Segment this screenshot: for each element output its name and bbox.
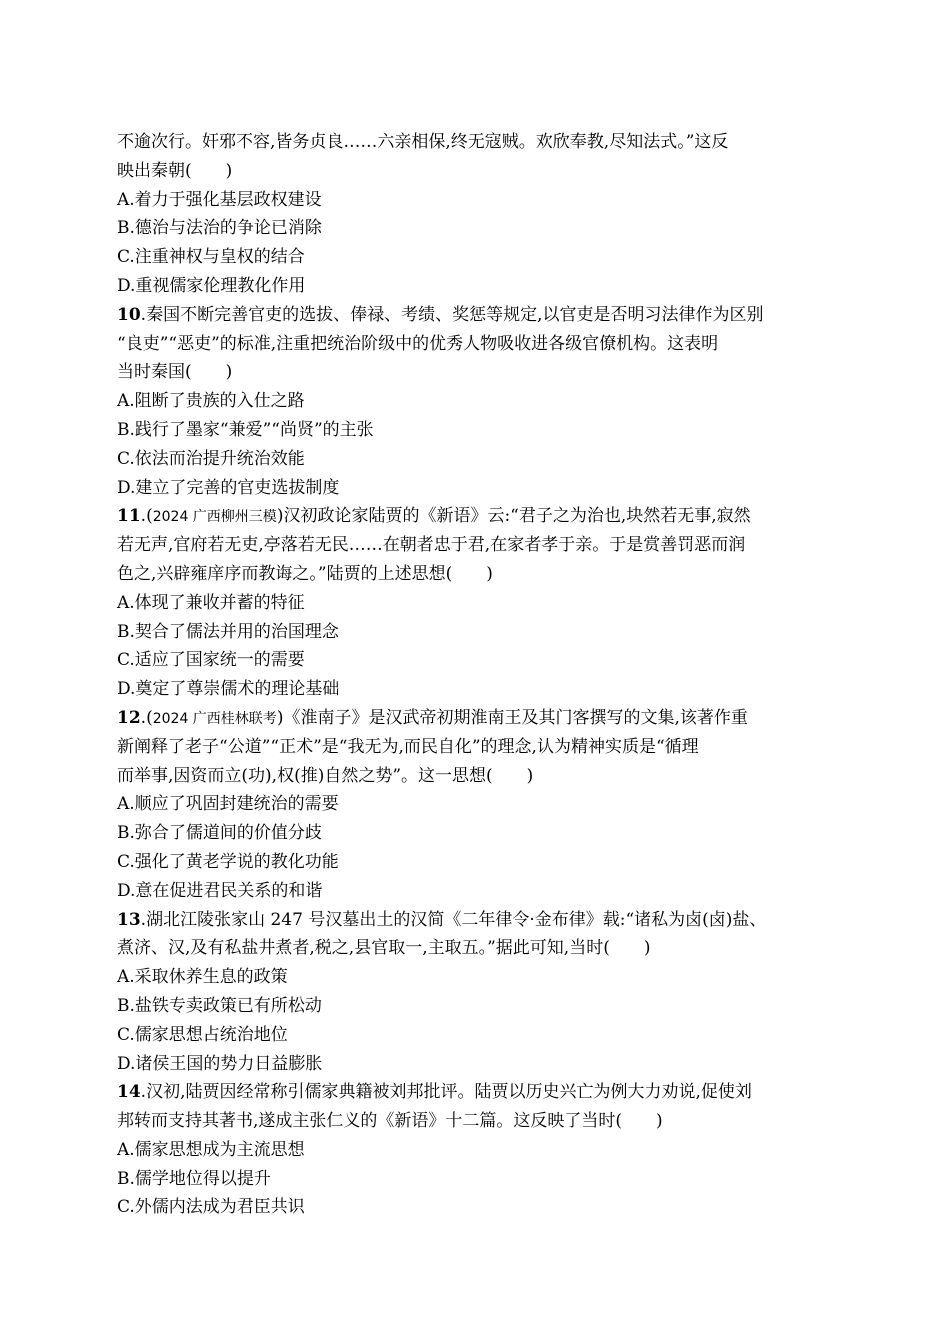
option-d: D.重视儒家伦理教化作用 [117, 275, 306, 296]
question-source: 2024 广西柳州三模 [152, 509, 277, 526]
option-a: A.儒家思想成为主流思想 [117, 1139, 305, 1160]
question-stem-line: “良吏”“恶吏”的标准,注重把统治阶级中的优秀人物吸收进各级官僚机构。这表明 [117, 333, 719, 354]
option-a: A.着力于强化基层政权建设 [117, 189, 322, 210]
question-9 [117, 128, 837, 301]
option-c: C.适应了国家统一的需要 [117, 650, 305, 671]
option-d: D.意在促进君民关系的和谐 [117, 880, 323, 901]
question-stem-line [117, 906, 837, 935]
question-number: 14 [117, 1082, 141, 1103]
question-stem-line: 邦转而支持其著书,遂成主张仁义的《新语》十二篇。这反映了当时( ) [117, 1111, 663, 1132]
option-b: B.儒学地位得以提升 [117, 1168, 271, 1189]
question-number: 11 [117, 506, 141, 527]
option-b: B.弥合了儒道间的价值分歧 [117, 823, 322, 844]
question-stem-text: )汉初政论家陆贾的《新语》云:“君子之为治也,块然若无事,寂然 [276, 506, 751, 527]
question-number: 13 [117, 909, 141, 930]
question-stem-text: .( [140, 506, 153, 527]
question-stem-line: 而举事,因资而立(功),权(推)自然之势”。这一思想( ) [117, 765, 534, 786]
option-b: B.盐铁专卖政策已有所松动 [117, 995, 322, 1016]
option-a: A.体现了兼收并蓄的特征 [117, 592, 305, 613]
option-c: C.注重神权与皇权的结合 [117, 247, 305, 268]
question-stem-line: 不逾次行。奸邪不容,皆务贞良……六亲相保,终无寇贼。欢欣奉教,尽知法式。”这反 [117, 132, 729, 152]
option-c: C.依法而治提升统治效能 [117, 448, 305, 469]
option-c: C.强化了黄老学说的教化功能 [117, 851, 339, 872]
question-stem-text: .汉初,陆贾因经常称引儒家典籍被刘邦批评。陆贾以历史兴亡为例大力劝说,促使刘 [140, 1082, 752, 1103]
question-stem-line: 色之,兴辟雍庠序而教诲之。”陆贾的上述思想( ) [117, 563, 493, 584]
option-c: C.外儒内法成为君臣共识 [117, 1197, 305, 1218]
option-b: B.德治与法治的争论已消除 [117, 218, 322, 239]
question-stem-line [117, 704, 837, 733]
option-c: C.儒家思想占统治地位 [117, 1024, 288, 1045]
option-b: B.践行了墨家“兼爱”“尚贤”的主张 [117, 419, 374, 440]
question-stem-text: )《淮南子》是汉武帝初期淮南王及其门客撰写的文集,该著作重 [276, 707, 748, 728]
question-13 [117, 906, 837, 1079]
question-stem-line: 映出秦朝( ) [117, 160, 233, 181]
question-stem-line: 若无声,官府若无吏,亭落若无民……在朝者忠于君,在家者孝于亲。于是赏善罚恶而润 [117, 535, 746, 556]
question-number: 10 [117, 304, 141, 325]
question-page [117, 128, 837, 1222]
question-14 [117, 1078, 837, 1222]
question-stem-text: .湖北江陵张家山 247 号汉墓出土的汉简《二年律令·金布律》载:“诸私为卤(卤)盐、 [140, 909, 767, 930]
question-stem-text: .( [140, 707, 153, 728]
question-12 [117, 704, 837, 906]
option-a: A.采取休养生息的政策 [117, 967, 288, 988]
question-10 [117, 301, 837, 503]
option-b: B.契合了儒法并用的治国理念 [117, 621, 339, 642]
question-number: 12 [117, 707, 141, 728]
option-d: D.诸侯王国的势力日益膨胀 [117, 1053, 323, 1074]
option-d: D.建立了完善的官吏选拔制度 [117, 477, 340, 498]
option-d: D.奠定了尊崇儒术的理论基础 [117, 679, 340, 700]
option-a: A.顺应了巩固封建统治的需要 [117, 794, 339, 815]
question-source: 2024 广西桂林联考 [152, 710, 277, 727]
question-stem-line: 煮济、汉,及有私盐井煮者,税之,县官取一,主取五。”据此可知,当时( ) [117, 938, 651, 959]
option-a: A.阻断了贵族的入仕之路 [117, 391, 305, 412]
question-stem-line [117, 502, 837, 531]
question-stem-text: .秦国不断完善官吏的选拔、俸禄、考绩、奖惩等规定,以官吏是否明习法律作为区别 [140, 304, 764, 325]
question-11 [117, 502, 837, 704]
question-stem-line [117, 301, 837, 330]
question-stem-line: 当时秦国( ) [117, 362, 233, 383]
question-stem-line: 新阐释了老子“公道”“正术”是“我无为,而民自化”的理念,认为精神实质是“循理 [117, 736, 699, 757]
question-stem-line [117, 1078, 837, 1107]
